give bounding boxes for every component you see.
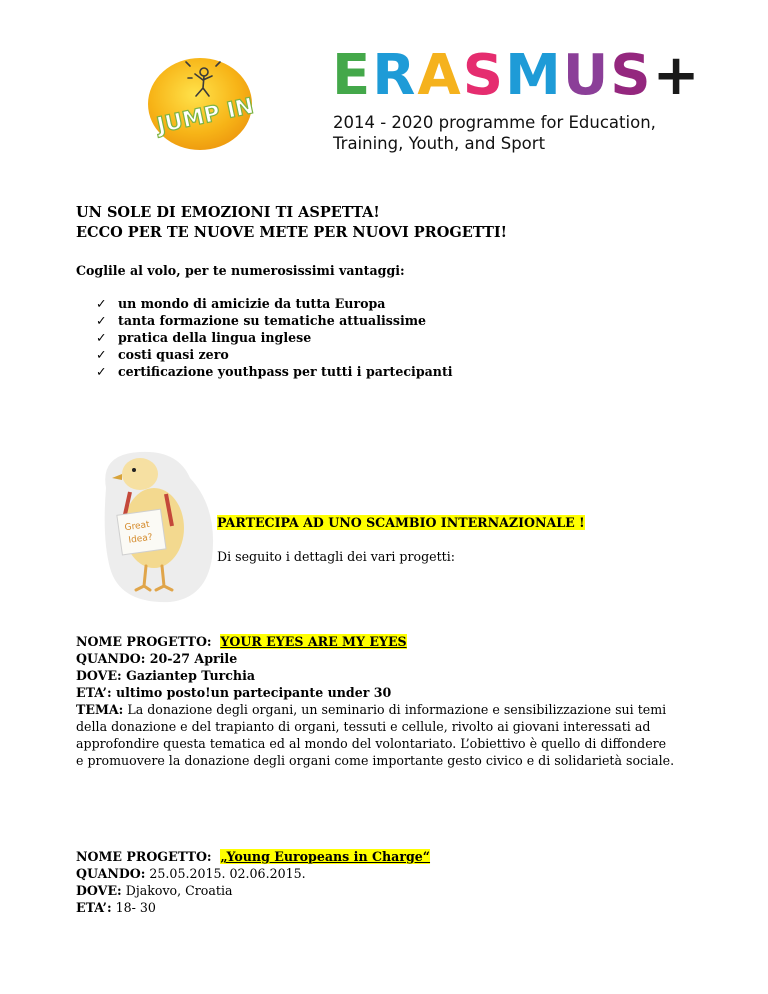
checkmark-icon: ✓	[96, 347, 107, 362]
erasmus-letter: M	[505, 43, 563, 108]
project2-age	[76, 899, 156, 916]
jump-in-text: JUMP IN	[154, 93, 254, 139]
project2-when-value: 25.05.2015. 02.06.2015.	[149, 866, 306, 881]
projects-intro: Di seguito i dettagli dei vari progetti:	[217, 549, 455, 564]
jump-in-logo	[146, 56, 254, 152]
erasmus-plus-logo	[332, 43, 702, 108]
project2-when-label: QUANDO:	[76, 866, 146, 881]
erasmus-letter: A	[417, 43, 463, 108]
project2-name-value: „Young Europeans in Charge“	[220, 849, 431, 864]
project1-name-value: YOUR EYES ARE MY EYES	[220, 634, 407, 649]
erasmus-letter: +	[652, 43, 702, 108]
project1-topic-line-4: e promuovere la donazione degli organi come importante gesto civico e di solidarietà sociale.	[76, 753, 675, 768]
title-line-1: UN SOLE DI EMOZIONI TI ASPETTA!	[76, 204, 380, 221]
project2-name-label: NOME PROGETTO:	[76, 849, 212, 864]
benefit-text: un mondo di amicizie da tutta Europa	[118, 296, 386, 311]
project2-when	[76, 865, 306, 882]
project2-age-value: 18- 30	[115, 900, 156, 915]
exchange-headline	[217, 514, 585, 531]
project1-where: DOVE: Gaziantep Turchia	[76, 668, 256, 683]
project1-topic-line-2: della donazione e del trapianto di organi, tessuti e cellule, rivolto ai giovani interessati ad	[76, 719, 651, 734]
checkmark-icon: ✓	[96, 364, 107, 379]
erasmus-letter: U	[562, 43, 611, 108]
project1-topic-line-1	[76, 701, 666, 718]
sign-text-idea: Idea?	[127, 532, 154, 546]
project1-name	[76, 633, 407, 650]
erasmus-tagline	[333, 112, 656, 154]
project1-topic-text-1: La donazione degli organi, un seminario di informazione e sensibilizzazione sui temi	[127, 702, 667, 717]
benefit-item	[96, 363, 453, 380]
project2-where	[76, 882, 233, 899]
sign-text-great: Great	[124, 519, 151, 534]
chick-great-idea-image	[100, 448, 218, 604]
project1-name-label: NOME PROGETTO:	[76, 634, 212, 649]
erasmus-letter: S	[610, 43, 653, 108]
checkmark-icon: ✓	[96, 330, 107, 345]
benefits-list	[96, 295, 453, 380]
benefit-text: tanta formazione su tematiche attualissime	[118, 313, 427, 328]
project1-topic-line-3: approfondire questa tematica ed al mondo del volontariato. L’obiettivo è quello di diffondere	[76, 736, 667, 751]
benefit-item	[96, 346, 453, 363]
erasmus-tagline-line1: 2014 - 2020 programme for Education,	[333, 113, 656, 132]
project2-name	[76, 848, 430, 865]
project1-topic-label: TEMA:	[76, 702, 124, 717]
project2-where-value: Djakovo, Croatia	[125, 883, 233, 898]
project1-age: ETA’: ultimo posto!un partecipante under 30	[76, 685, 392, 700]
benefit-text: costi quasi zero	[118, 347, 229, 362]
benefit-text: pratica della lingua inglese	[118, 330, 312, 345]
benefit-item	[96, 312, 453, 329]
project1-when: QUANDO: 20-27 Aprile	[76, 651, 238, 666]
benefit-item	[96, 295, 453, 312]
checkmark-icon: ✓	[96, 296, 107, 311]
project2-where-label: DOVE:	[76, 883, 122, 898]
benefit-item	[96, 329, 453, 346]
exchange-headline-text: PARTECIPA AD UNO SCAMBIO INTERNAZIONALE !	[217, 515, 585, 530]
erasmus-letter: E	[332, 43, 373, 108]
erasmus-letter: S	[462, 43, 506, 108]
benefit-text: certificazione youthpass per tutti i partecipanti	[118, 364, 453, 379]
benefits-lead: Coglile al volo, per te numerosissimi vantaggi:	[76, 263, 405, 278]
project2-age-label: ETA’:	[76, 900, 112, 915]
title-line-2: ECCO PER TE NUOVE METE PER NUOVI PROGETTI!	[76, 224, 508, 241]
erasmus-tagline-line2: Training, Youth, and Sport	[333, 134, 546, 153]
checkmark-icon: ✓	[96, 313, 107, 328]
erasmus-letter: R	[372, 43, 418, 108]
